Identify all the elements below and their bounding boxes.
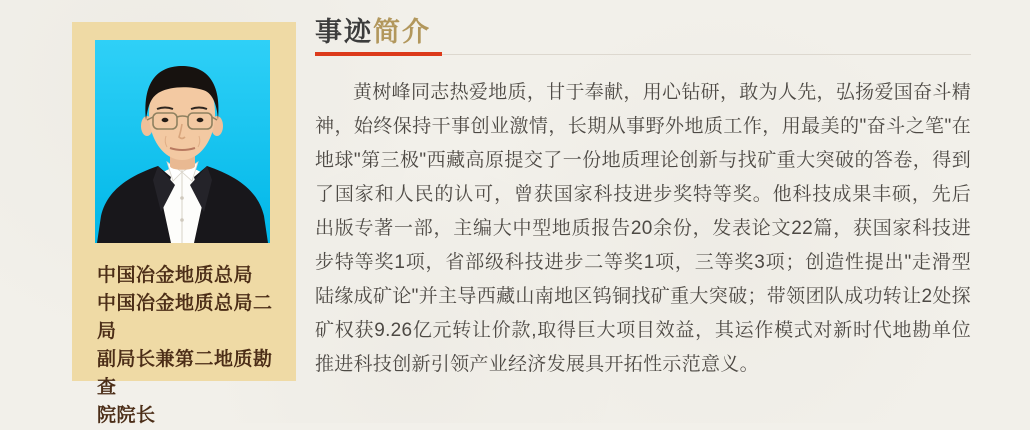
- section-title: [315, 17, 971, 47]
- profile-title-line: 院院长: [97, 405, 156, 426]
- portrait-photo: [95, 40, 270, 243]
- section-title-gold: 简介: [373, 17, 431, 47]
- profile-title-line: 副局长兼第二地质勘查: [97, 349, 273, 398]
- profile-title-line: 中国冶金地质总局: [97, 265, 254, 286]
- header-accent-bar: [315, 52, 442, 56]
- profile-title-line: 中国冶金地质总局二局: [97, 293, 273, 342]
- section-header: [315, 17, 971, 55]
- section-title-dark: 事迹: [315, 17, 373, 47]
- bio-section: [315, 17, 971, 382]
- portrait-illustration: [95, 40, 270, 243]
- profile-card: [72, 22, 296, 426]
- profile-titles: [97, 262, 280, 430]
- bio-paragraph: 黄树峰同志热爱地质，甘于奉献，用心钻研，敢为人先，弘扬爱国奋斗精神，始终保持干事创业激情，长期从事野外地质工作，用最美的"奋斗之笔"在地球"第三极"西藏高原提交了一份地质理论创新与找矿重大突破的答卷，得到了国家和人民的认可，曾获国家科技进步奖特等奖。他科技成果丰硕，先后出版专著一部，主编大中型地质报告20余份，发表论文22篇，获国家科技进步特等奖1项，省部级科技进步二等奖1项，三等奖3项；创造性提出"走滑型陆缘成矿论"并主导西藏山南地区钨铜找矿重大突破；带领团队成功转让2处探矿权获9.26亿元转让价款,取得巨大项目效益，其运作模式对新时代地勘单位推进科技创新引领产业经济发展具开拓性示范意义。: [315, 82, 971, 375]
